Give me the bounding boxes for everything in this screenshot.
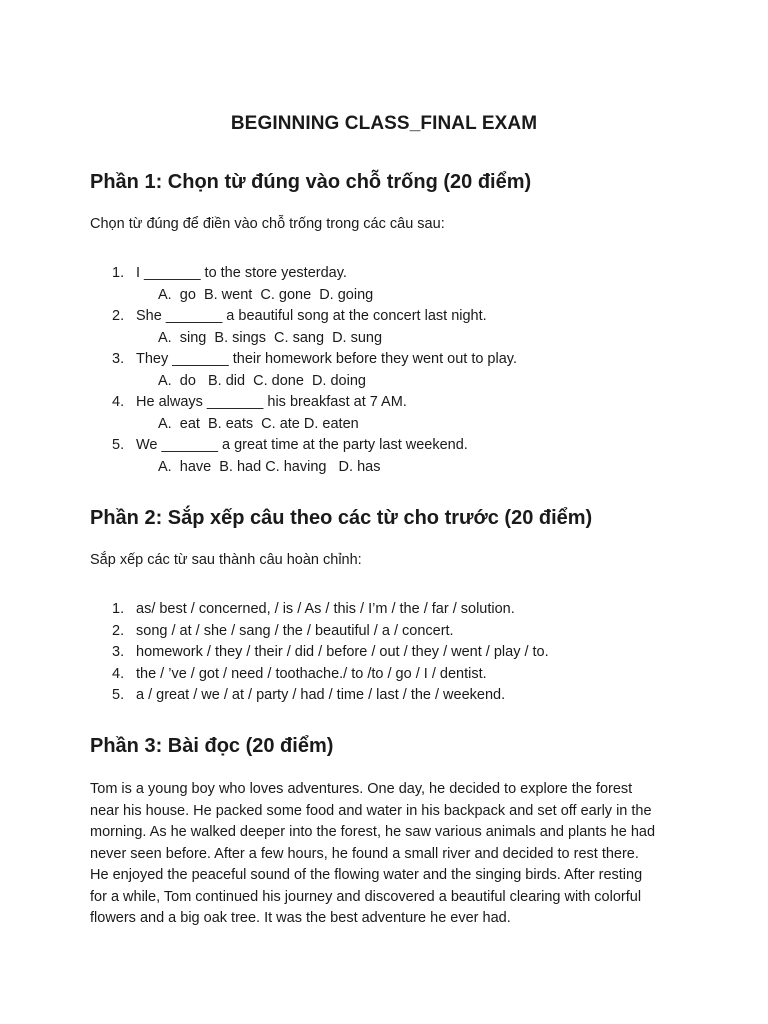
question-options	[90, 371, 690, 393]
question-text: He always _______ his breakfast at 7 AM.	[136, 394, 407, 410]
question-item	[90, 392, 690, 414]
passage-line: near his house. He packed some food and water in his backpack and set off early in the	[90, 802, 652, 819]
passage-line: never seen before. After a few hours, he found a small river and decided to rest there.	[90, 845, 639, 862]
question-item	[90, 306, 690, 328]
part1-instruction: Chọn từ đúng để điền vào chỗ trống trong các câu sau:	[90, 216, 445, 232]
question-number: 2.	[112, 308, 125, 324]
part1-question-list	[90, 263, 690, 478]
part1-heading: Phần 1: Chọn từ đúng vào chỗ trống (20 điểm)	[90, 171, 532, 193]
passage-line: morning. As he walked deeper into the forest, he saw various animals and plants he had	[90, 824, 656, 840]
list-item	[90, 621, 690, 643]
passage-line: for a while, Tom continued his journey and discovered a beautiful clearing with colorful	[90, 888, 642, 905]
item-number: 5.	[112, 687, 125, 703]
item-text: homework / they / their / did / before / out / they / went / play / to.	[136, 644, 549, 660]
item-number: 3.	[112, 644, 125, 660]
item-text: the / ’ve / got / need / toothache./ to /to / go / I / dentist.	[136, 665, 487, 682]
item-text: as/ best / concerned, / is / As / this / I’m / the / far / solution.	[136, 601, 515, 617]
item-number: 4.	[112, 665, 125, 682]
question-text: They _______ their homework before they went out to play.	[136, 351, 517, 367]
question-options	[90, 285, 690, 307]
question-number: 4.	[112, 394, 125, 410]
options-text: A. have B. had C. having D. has	[158, 458, 381, 475]
options-text: A. sing B. sings C. sang D. sung	[158, 329, 383, 346]
question-item	[90, 349, 690, 371]
question-options	[90, 457, 690, 479]
question-number: 3.	[112, 351, 125, 367]
question-number: 5.	[112, 437, 125, 453]
question-text: We _______ a great time at the party last weekend.	[136, 437, 468, 453]
list-item	[90, 642, 690, 664]
options-text: A. go B. went C. gone D. going	[158, 286, 374, 303]
question-options	[90, 328, 690, 350]
part2-instruction: Sắp xếp các từ sau thành câu hoàn chỉnh:	[90, 552, 362, 568]
reading-passage	[90, 779, 690, 930]
part3-heading: Phần 3: Bài đọc (20 điểm)	[90, 735, 334, 757]
question-text: I _______ to the store yesterday.	[136, 265, 347, 281]
part2-item-list	[90, 599, 690, 707]
passage-line: flowers and a big oak tree. It was the best adventure he ever had.	[90, 910, 511, 926]
question-text: She _______ a beautiful song at the concert last night.	[136, 308, 487, 324]
item-text: song / at / she / sang / the / beautiful / a / concert.	[136, 622, 454, 639]
item-number: 1.	[112, 601, 125, 617]
list-item	[90, 599, 690, 621]
item-number: 2.	[112, 622, 125, 639]
document-title: BEGINNING CLASS_FINAL EXAM	[230, 113, 538, 134]
options-text: A. eat B. eats C. ate D. eaten	[158, 415, 359, 432]
list-item	[90, 685, 690, 707]
question-item	[90, 263, 690, 285]
question-item	[90, 435, 690, 457]
question-number: 1.	[112, 265, 125, 281]
item-text: a / great / we / at / party / had / time / last / the / weekend.	[136, 687, 506, 703]
passage-line: Tom is a young boy who loves adventures. One day, he decided to explore the forest	[90, 781, 633, 797]
question-options	[90, 414, 690, 436]
passage-line: He enjoyed the peaceful sound of the flowing water and the singing birds. After resting	[90, 867, 643, 883]
list-item	[90, 664, 690, 686]
part2-heading: Phần 2: Sắp xếp câu theo các từ cho trước (20 điểm)	[90, 507, 593, 529]
options-text: A. do B. did C. done D. doing	[158, 372, 366, 389]
